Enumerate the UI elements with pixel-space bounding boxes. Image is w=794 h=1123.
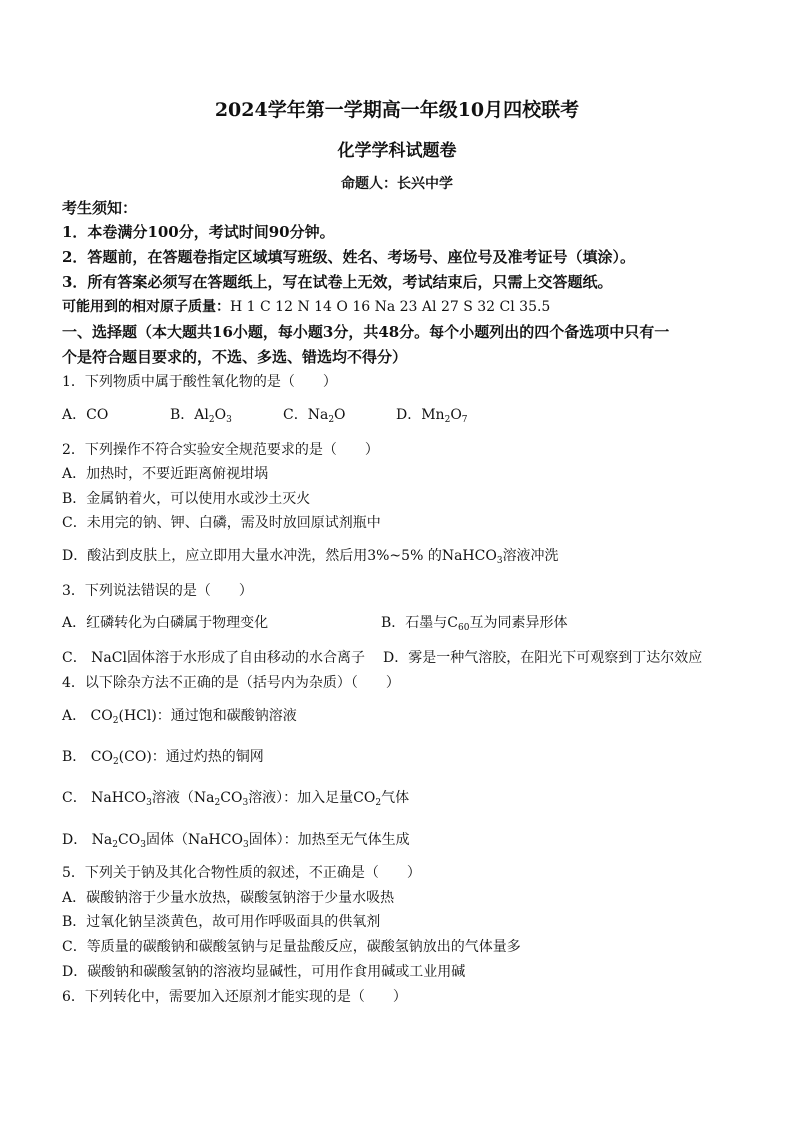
q2-stem: 2．下列操作不符合实验安全规范要求的是（ ） (62, 442, 379, 458)
q4-option-c: C． NaHCO$_3$溶液（$Na_2CO_3$溶液）：加入足量$CO_2$气体 (62, 790, 410, 808)
q2-option-d: D．酸沾到皮肤上，应立即用大量水冲洗，然后用3%~5% 的NaHCO$_3$溶液冲洗 (62, 548, 559, 566)
q3-option-d: D．雾是一种气溶胶，在阳光下可观察到丁达尔效应 (383, 650, 703, 666)
q5-option-c: C．等质量的碳酸钠和碳酸氢钠与足量盐酸反应，碳酸氢钠放出的气体量多 (62, 939, 521, 955)
q1-stem: 1．下列物质中属于酸性氧化物的是（ ） (62, 374, 337, 390)
q5-stem: 5．下列关于钠及其化合物性质的叙述，不正确是（ ） (62, 865, 421, 881)
q3-option-a: A．红磷转化为白磷属于物理变化 (62, 615, 269, 631)
q1-option-b: B．$Al_2O_3$ (170, 407, 232, 425)
section-1-heading-line1: 一、选择题（本大题共16小题，每小题3分，共48分。每个小题列出的四个备选项中只有一 (62, 323, 670, 341)
q3-option-c: C． NaCl固体溶于水形成了自由移动的水合离子 (62, 650, 365, 666)
q4-option-a: A． $CO_2(HCl)$：通过饱和碳酸钠溶液 (62, 708, 297, 726)
q6-stem: 6．下列转化中，需要加入还原剂才能实现的是（ ） (62, 989, 407, 1005)
notice-item-2: 2．答题前，在答题卷指定区域填写班级、姓名、考场号、座位号及准考证号（填涂）。 (62, 248, 635, 266)
q2-option-b: B．金属钠着火，可以使用水或沙土灭火 (62, 491, 311, 507)
notice-item-3: 3．所有答案必须写在答题纸上，写在试卷上无效，考试结束后，只需上交答题纸。 (62, 273, 613, 291)
q1-option-d: D．$Mn_2O_7$ (396, 407, 468, 425)
q1-option-a: A．CO (62, 407, 109, 423)
atomic-mass-values: H 1 C 12 N 14 O 16 Na 23 Al 27 S 32 Cl 35.5 (230, 299, 551, 315)
q4-stem: 4．以下除杂方法不正确的是（括号内为杂质）（ ） (62, 675, 400, 691)
atomic-mass-line (62, 298, 550, 316)
notice-heading: 考生须知： (62, 199, 138, 217)
exam-title: 2024学年第一学期高一年级10月四校联考 (214, 99, 580, 121)
exam-author: 命题人：长兴中学 (341, 176, 453, 192)
q2-option-a: A．加热时，不要近距离俯视坩埚 (62, 466, 269, 482)
q1-option-c: C．$Na_2O$ (283, 407, 346, 425)
atomic-mass-label: 可能用到的相对原子质量： (62, 299, 230, 315)
q5-option-b: B．过氧化钠呈淡黄色，故可用作呼吸面具的供氧剂 (62, 914, 381, 930)
q4-option-b: B． $CO_2(CO)$：通过灼热的铜网 (62, 749, 264, 767)
q3-option-b: B．石墨与$C_{60}$互为同素异形体 (381, 615, 568, 633)
exam-subtitle: 化学学科试题卷 (337, 141, 457, 161)
q3-stem: 3．下列说法错误的是（ ） (62, 583, 253, 599)
q5-option-a: A．碳酸钠溶于少量水放热，碳酸氢钠溶于少量水吸热 (62, 890, 395, 906)
q5-option-d: D．碳酸钠和碳酸氢钠的溶液均显碱性，可用作食用碱或工业用碱 (62, 964, 466, 980)
q4-option-d: D． $Na_2CO_3$固体（NaHCO$_3$固体）：加热至无气体生成 (62, 832, 410, 850)
q2-option-c: C．未用完的钠、钾、白磷，需及时放回原试剂瓶中 (62, 515, 381, 531)
section-1-heading-line2: 个是符合题目要求的，不选、多选、错选均不得分） (62, 348, 408, 366)
notice-item-1: 1．本卷满分100分，考试时间90分钟。 (62, 223, 335, 241)
